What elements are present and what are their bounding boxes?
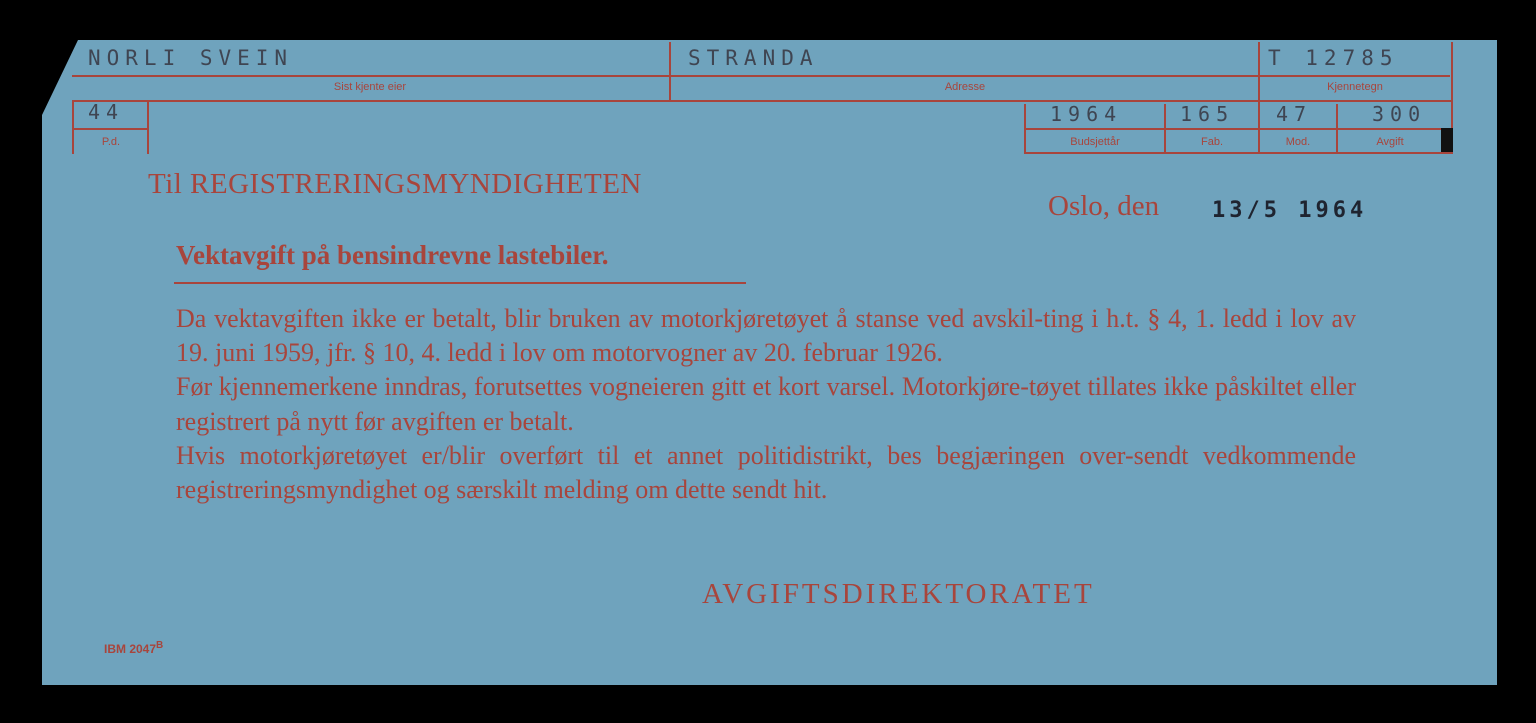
form-suffix: B bbox=[156, 640, 164, 651]
fab-label: Fab. bbox=[1200, 136, 1223, 148]
pd-label: P.d. bbox=[101, 136, 121, 148]
lower-box-bottom bbox=[1024, 152, 1452, 154]
date-value: 13/5 1964 bbox=[1212, 198, 1368, 223]
pd-box-right bbox=[147, 100, 149, 154]
form-id bbox=[104, 640, 163, 656]
paragraph-2: Før kjennemerkene inndras, forutsettes vogneieren gitt et kort varsel. Motorkjøre-tøyet tillates ikke påskiltet eller registrert på nytt før avgiften er betalt. bbox=[176, 372, 1356, 436]
recipient: Til REGISTRERINGSMYNDIGHETEN bbox=[148, 168, 642, 200]
pd-box-left bbox=[72, 100, 74, 154]
budget-year-value: 1964 bbox=[1050, 102, 1123, 126]
mod-value: 47 bbox=[1276, 102, 1313, 126]
pd-box-bottom bbox=[72, 128, 149, 130]
plate-value: T 12785 bbox=[1268, 46, 1399, 70]
mod-label: Mod. bbox=[1285, 136, 1311, 148]
header-vline-1 bbox=[669, 42, 671, 100]
subject-underline bbox=[174, 282, 746, 284]
address-value: STRANDA bbox=[688, 46, 819, 70]
subject-heading: Vektavgift på bensindrevne lastebiler. bbox=[176, 240, 609, 270]
plate-label: Kjennetegn bbox=[1327, 81, 1383, 93]
header-divider-top bbox=[72, 75, 1450, 77]
owner-value: NORLI SVEIN bbox=[88, 46, 294, 70]
letter-body bbox=[176, 302, 1356, 507]
header-vline-2 bbox=[1258, 42, 1260, 154]
paragraph-3: Hvis motorkjøretøyet er/blir overført til et annet politidistrikt, bes begjæringen over-sendt vedkommende registreringsmyndighet og særskilt melding om dette sendt hit. bbox=[176, 440, 1356, 505]
lower-box-mid bbox=[1024, 128, 1452, 130]
fab-value: 165 bbox=[1180, 102, 1235, 126]
header-divider-mid bbox=[72, 100, 1452, 102]
address-label: Adresse bbox=[944, 81, 986, 93]
fee-value: 300 bbox=[1372, 102, 1427, 126]
paragraph-1: Da vektavgiften ikke er betalt, blir bruken av motorkjøretøyet å stanse ved avskil-ting i h.t. § 4, 1. ledd i lov av 19. juni 1959, jfr. § 10, 4. ledd i lov om motorvogner av 20. februar 1926. bbox=[176, 304, 1356, 368]
place-label: Oslo, den bbox=[1048, 190, 1160, 222]
owner-label: Sist kjente eier bbox=[333, 81, 407, 93]
budget-year-label: Budsjettår bbox=[1070, 136, 1120, 148]
pd-value: 44 bbox=[88, 100, 125, 124]
signature: AVGIFTSDIREKTORATET bbox=[702, 578, 1095, 610]
form-code: IBM 2047 bbox=[104, 642, 157, 656]
black-edge-mark bbox=[1441, 128, 1453, 152]
fee-label: Avgift bbox=[1376, 136, 1404, 148]
